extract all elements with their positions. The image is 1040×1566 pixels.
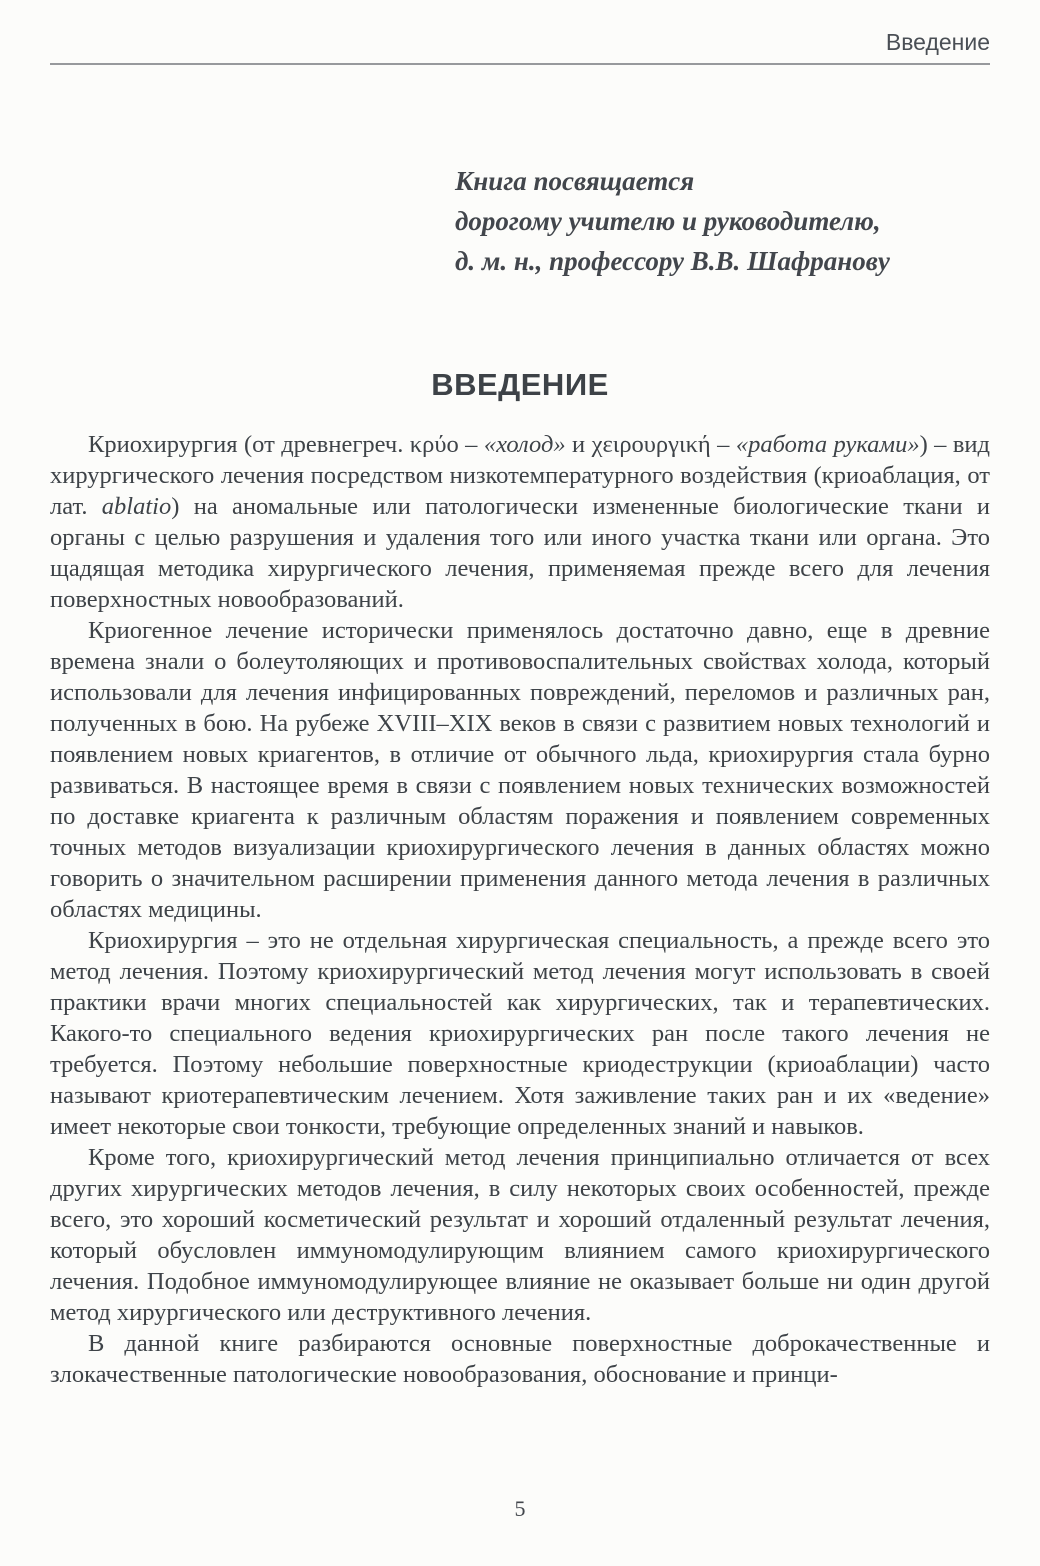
body-paragraph: Криохирургия (от древнегреч. κρύο – «холод» и χειρουργική – «работа руками») – вид хирургического лечения посредством низкотемпературного воздействия (криоаблация, от лат. ablatio) на аномальные или патологически измененные биологические ткани и органы с целью разрушения и удаления того или иного участка ткани или органа. Это щадящая методика хирургического лечения, применяемая прежде всего для лечения поверхностных новообразований. [50,431,990,614]
body-paragraph: Криохирургия – это не отдельная хирургическая специальность, а прежде всего это метод лечения. Поэтому криохирургический метод лечения могут использовать в своей практики врачи многих специальностей как хирургических, так и терапевтических. Какого-то специального ведения криохирургических ран после такого лечения не требуется. Поэтому небольшие поверхностные криодеструкции (криоаблации) часто называют криотерапевтическим лечением. Хотя заживление таких ран и их «ведение» имеет некоторые свои тонкости, требующие определенных знаний и навыков. [50,927,990,1141]
body-text [50,429,990,1390]
header-rule [50,63,990,65]
dedication-line: Книга посвящается [455,166,695,197]
dedication-line: дорогому учителю и руководителю, [455,206,881,237]
body-paragraph: Криогенное лечение исторически применялось достаточно давно, еще в древние времена знали о болеутоляющих и противовоспалительных свойствах холода, который использовали для лечения инфицированных повреждений, переломов и различных ран, полученных в бою. На рубеже XVIII–XIX веков в связи с развитием новых технологий и появлением новых криагентов, в отличие от обычного льда, криохирургия стала бурно развиваться. В настоящее время в связи с появлением новых технических возможностей по доставке криагента к различным областям поражения и появлением современных точных методов визуализации криохирургического лечения в данных областях можно говорить о значительном расширении применения данного метода лечения в различных областях медицины. [50,617,990,924]
body-paragraph: В данной книге разбираются основные поверхностные доброкачественные и злокачественные патологические новообразования, обоснование и принци- [50,1330,990,1389]
running-head: Введение [885,29,990,55]
page-number: 5 [514,1496,526,1521]
dedication-line: д. м. н., профессору В.В. Шафранову [455,246,890,277]
chapter-title: ВВЕДЕНИЕ [431,367,609,403]
body-paragraph: Кроме того, криохирургический метод лечения принципиально отличается от всех других хирургических методов лечения, в силу некоторых своих особенностей, прежде всего, это хороший косметический результат и хороший отдаленный результат лечения, который обусловлен иммуномодулирующим влиянием самого криохирургического лечения. Подобное иммуномодулирующее влияние не оказывает больше ни один другой метод хирургического или деструктивного лечения. [50,1144,990,1327]
dedication [455,161,990,281]
